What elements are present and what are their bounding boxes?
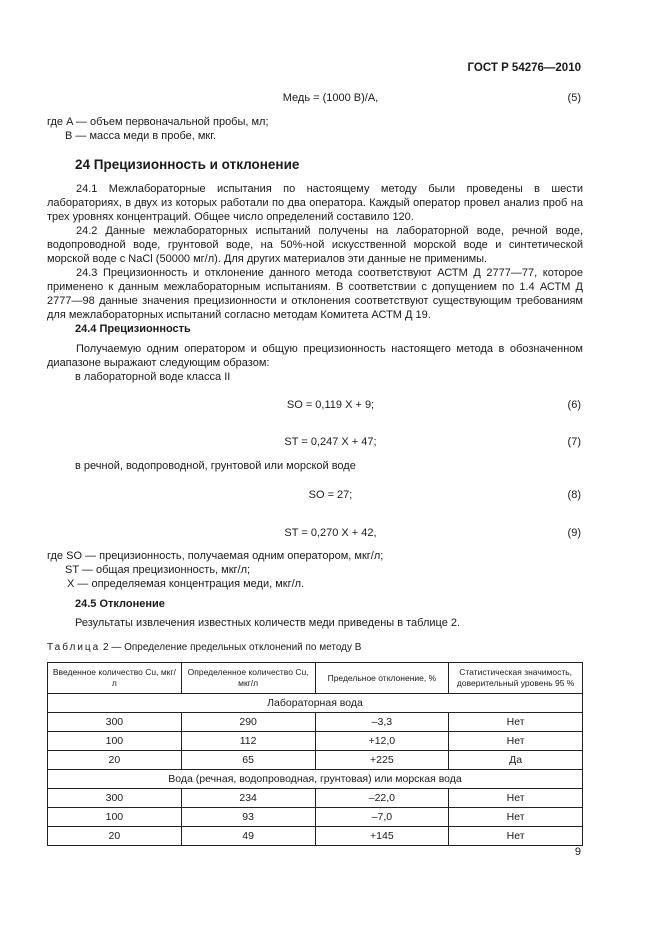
table-row bbox=[48, 827, 583, 846]
formula-7-number: (7) bbox=[567, 436, 581, 448]
cell: 100 bbox=[48, 732, 182, 751]
where-so: где SO — прецизионность, получаемая одним оператором, мкг/л; bbox=[47, 550, 384, 562]
group-row bbox=[48, 694, 583, 713]
formula-5: Медь = (1000 B)/A, bbox=[282, 92, 379, 104]
cell: 290 bbox=[181, 713, 315, 732]
cell: –3,3 bbox=[315, 713, 449, 732]
where-st: ST — общая прецизионность, мкг/л; bbox=[65, 564, 251, 576]
table-row bbox=[48, 732, 583, 751]
cell: Нет bbox=[449, 789, 583, 808]
section-24-5-title: 24.5 Отклонение bbox=[75, 598, 165, 610]
paragraph-24-1: 24.1 Межлабораторные испытания по настоящему методу были проведены в шести лабораториях, в двух из которых работали по два оператора. Каждый оператор провел анализ проб на трех уровнях концентраций. Общее число определений составило 120. bbox=[47, 183, 583, 223]
river-water-label: в речной, водопроводной, грунтовой или морской воде bbox=[75, 460, 356, 472]
formula-6: SO = 0,119 X + 9; bbox=[286, 399, 375, 411]
formula-8-number: (8) bbox=[567, 489, 581, 501]
table-2-caption bbox=[47, 642, 361, 653]
formula-8: SO = 27; bbox=[308, 489, 353, 501]
table-header-row bbox=[48, 663, 583, 694]
cell: 112 bbox=[181, 732, 315, 751]
table-row bbox=[48, 789, 583, 808]
where-line-b: B — масса меди в пробе, мкг. bbox=[65, 130, 216, 142]
where-x: X — определяемая концентрация меди, мкг/л. bbox=[67, 578, 305, 590]
where-line-a: где A — объем первоначальной пробы, мл; bbox=[47, 116, 269, 128]
cell: +225 bbox=[315, 751, 449, 770]
table-2 bbox=[47, 662, 583, 846]
paragraph-24-2: 24.2 Данные межлабораторных испытаний получены на лабораторной воде, речной воде, водопроводной воде, грунтовой воде, на 50%-ной искусственной морской воде и синтетической морской воде с NaCl (50000 мг/л). Для других материалов эти данные не применимы. bbox=[47, 225, 583, 265]
cell: –7,0 bbox=[315, 808, 449, 827]
cell: 300 bbox=[48, 789, 182, 808]
cell: Нет bbox=[449, 713, 583, 732]
cell: +145 bbox=[315, 827, 449, 846]
formula-9: ST = 0,270 X + 42, bbox=[284, 527, 377, 539]
page-number: 9 bbox=[574, 846, 581, 858]
section-24-4-title: 24.4 Прецизионность bbox=[75, 323, 191, 335]
formula-6-number: (6) bbox=[567, 399, 581, 411]
cell: 300 bbox=[48, 713, 182, 732]
header-cell: Определенное количество Cu, мкг/л bbox=[181, 663, 315, 694]
cell: Нет bbox=[449, 732, 583, 751]
cell: 20 bbox=[48, 827, 182, 846]
group-cell-natural: Вода (речная, водопроводная, грунтовая) или морская вода bbox=[48, 770, 583, 789]
formula-9-number: (9) bbox=[567, 527, 581, 539]
paragraph-24-3: 24.3 Прецизионность и отклонение данного метода соответствуют АСТМ Д 2777—77, которое применено к данным межлабораторным испытаниям. В соответствии с допущением по 1.4 АСТМ Д 2777—98 данные значения прецизионности и отклонения соответствуют существующим требованиям для межлабораторных испытаний согласно методам Комитета АСТМ Д 19. bbox=[47, 267, 583, 321]
table-row bbox=[48, 808, 583, 827]
cell: Нет bbox=[449, 827, 583, 846]
standard-header: ГОСТ Р 54276—2010 bbox=[467, 62, 581, 74]
cell: +12,0 bbox=[315, 732, 449, 751]
header-cell: Статистическая значимость, доверительный уровень 95 % bbox=[449, 663, 583, 694]
group-cell-lab: Лабораторная вода bbox=[48, 694, 583, 713]
table-caption-text: 2 — Определение предельных отклонений по методу В bbox=[103, 642, 362, 653]
cell: –22,0 bbox=[315, 789, 449, 808]
cell: 93 bbox=[181, 808, 315, 827]
group-row bbox=[48, 770, 583, 789]
formula-7: ST = 0,247 X + 47; bbox=[284, 436, 377, 448]
table-row bbox=[48, 713, 583, 732]
cell: Нет bbox=[449, 808, 583, 827]
formula-5-number: (5) bbox=[567, 92, 581, 104]
cell: 65 bbox=[181, 751, 315, 770]
lab-water-label: в лабораторной воде класса II bbox=[75, 371, 231, 383]
cell: 20 bbox=[48, 751, 182, 770]
table-caption-word: Таблица bbox=[47, 642, 101, 653]
paragraph-24-5: Результаты извлечения известных количеств меди приведены в таблице 2. bbox=[75, 617, 461, 629]
section-24-title: 24 Прецизионность и отклонение bbox=[75, 157, 300, 172]
cell: 100 bbox=[48, 808, 182, 827]
paragraph-24-4: Получаемую одним оператором и общую прецизионность настоящего метода в обозначенном диапазоне выражают следующим образом: bbox=[47, 343, 583, 369]
cell: 49 bbox=[181, 827, 315, 846]
header-cell: Введенное количество Cu, мкг/л bbox=[48, 663, 182, 694]
header-cell: Предельное отклонение, % bbox=[315, 663, 449, 694]
cell: Да bbox=[449, 751, 583, 770]
cell: 234 bbox=[181, 789, 315, 808]
table-row bbox=[48, 751, 583, 770]
